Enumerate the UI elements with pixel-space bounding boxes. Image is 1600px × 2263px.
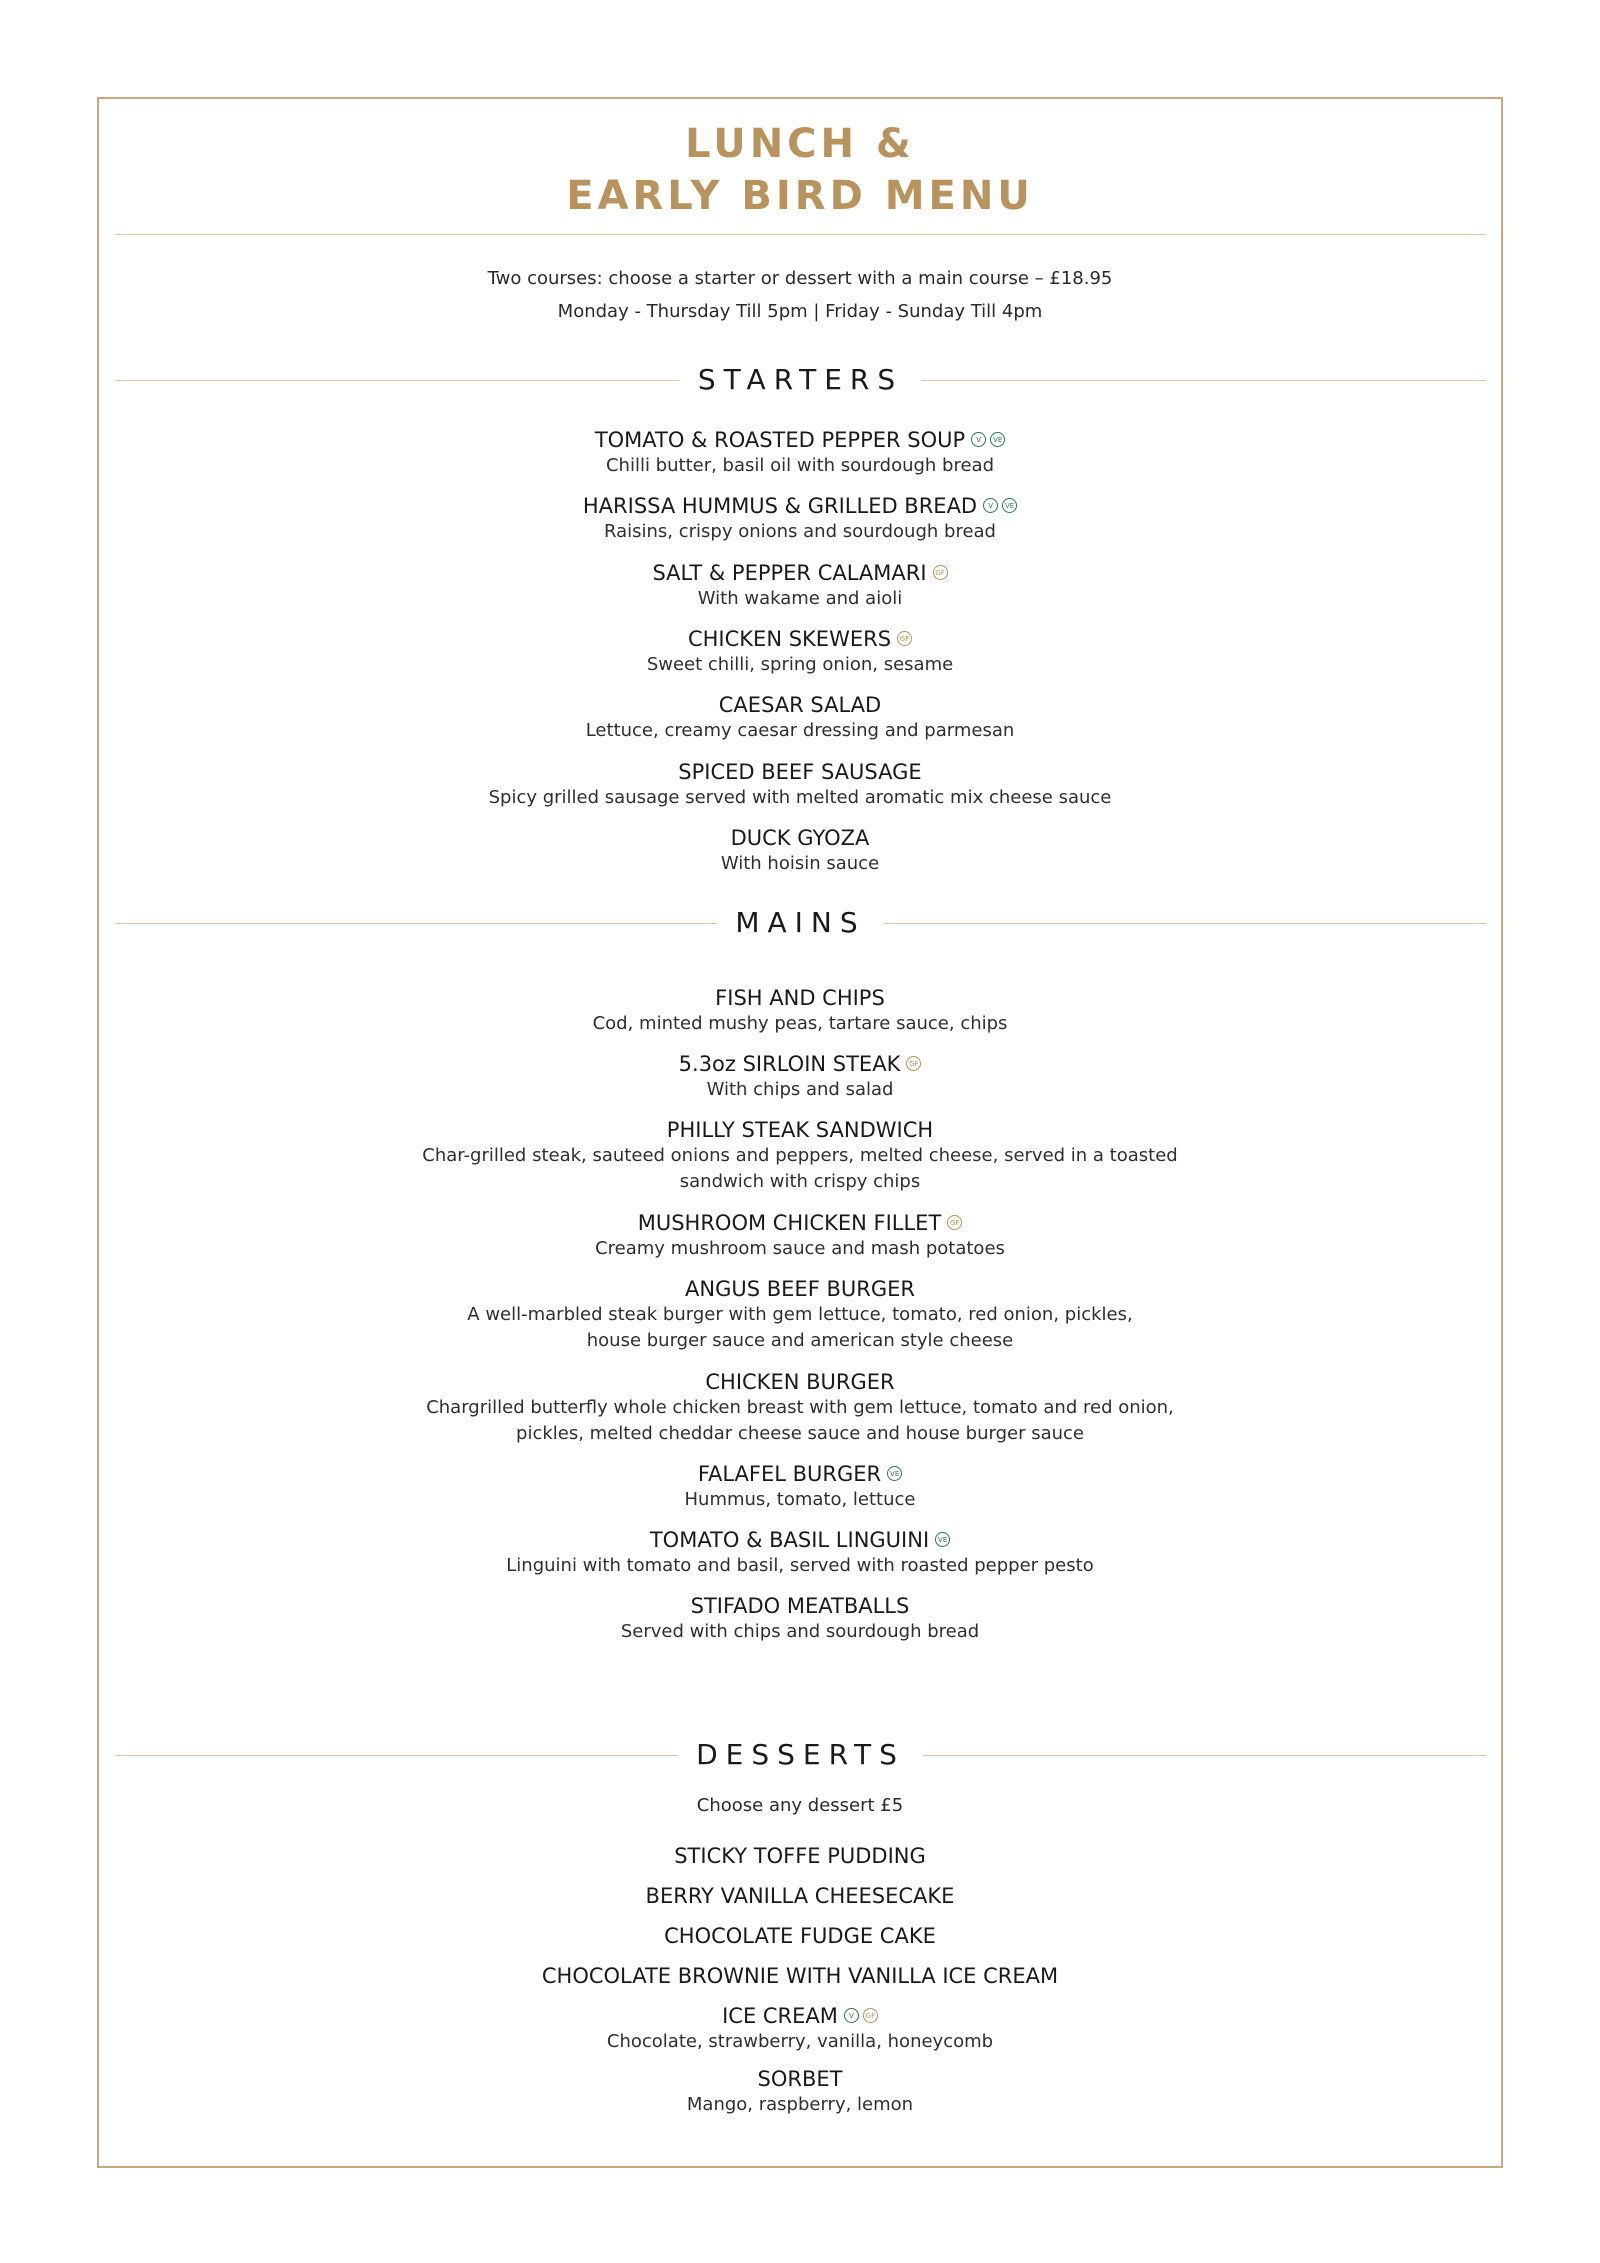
menu-item-description: Raisins, crispy onions and sourdough bread xyxy=(603,521,996,542)
starter-menu-item xyxy=(0,692,1600,744)
menu-item-name xyxy=(0,493,1600,519)
menu-item-description-line-2: sandwich with crispy chips xyxy=(679,1171,921,1192)
mains-heading-label: MAINS xyxy=(717,906,883,939)
ve-dietary-icon: VE xyxy=(887,1466,902,1481)
menu-item-name xyxy=(0,1369,1600,1395)
menu-item-name xyxy=(0,2066,1600,2092)
menu-title-line-2: EARLY BIRD MENU xyxy=(566,173,1034,219)
menu-item-name-text: MUSHROOM CHICKEN FILLET xyxy=(637,1211,942,1235)
menu-item-name xyxy=(0,985,1600,1011)
dessert-menu-item xyxy=(0,1843,1600,1869)
desserts-heading-label: DESSERTS xyxy=(678,1738,923,1771)
menu-item-name-text: STICKY TOFFE PUDDING xyxy=(674,1844,926,1868)
menu-item-name-text: 5.3oz SIRLOIN STEAK xyxy=(678,1052,901,1076)
menu-item-description: Linguini with tomato and basil, served with roasted pepper pesto xyxy=(506,1555,1094,1576)
menu-item-name xyxy=(0,2003,1600,2029)
menu-item-name xyxy=(0,759,1600,785)
menu-item-description: Spicy grilled sausage served with melted aromatic mix cheese sauce xyxy=(488,787,1112,808)
desserts-note: Choose any dessert £5 xyxy=(696,1795,904,1816)
menu-title-line-1: LUNCH & xyxy=(685,121,915,167)
gf-dietary-icon: GF xyxy=(933,565,948,580)
dessert-menu-item xyxy=(0,1923,1600,1949)
menu-item-name xyxy=(0,560,1600,586)
ve-dietary-icon: VE xyxy=(990,432,1005,447)
menu-item-description: Cod, minted mushy peas, tartare sauce, chips xyxy=(592,1013,1008,1034)
dessert-menu-item xyxy=(0,1963,1600,1989)
menu-item-name-text: CHICKEN SKEWERS xyxy=(687,627,892,651)
menu-item-description: Mango, raspberry, lemon xyxy=(686,2094,914,2115)
desserts-heading xyxy=(115,1735,1486,1775)
menu-item-description: With wakame and aioli xyxy=(697,588,903,609)
main-menu-item xyxy=(0,1117,1600,1195)
menu-item-name xyxy=(0,825,1600,851)
menu-item-name xyxy=(0,1593,1600,1619)
menu-item-name-text: CHOCOLATE FUDGE CAKE xyxy=(664,1924,936,1948)
v-dietary-icon: V xyxy=(983,498,998,513)
menu-item-description: Chocolate, strawberry, vanilla, honeycomb xyxy=(606,2031,994,2052)
menu-item-description: Sweet chilli, spring onion, sesame xyxy=(646,654,954,675)
menu-item-description: With hoisin sauce xyxy=(720,853,880,874)
menu-item-description: Served with chips and sourdough bread xyxy=(620,1621,980,1642)
menu-item-name-text: HARISSA HUMMUS & GRILLED BREAD xyxy=(582,494,978,518)
menu-item-description-line-2: house burger sauce and american style cheese xyxy=(586,1330,1014,1351)
menu-item-name-text: FISH AND CHIPS xyxy=(715,986,885,1010)
menu-item-name-text: BERRY VANILLA CHEESECAKE xyxy=(645,1884,955,1908)
main-menu-item xyxy=(0,1210,1600,1262)
menu-item-description: Chargrilled butterfly whole chicken breast with gem lettuce, tomato and red onion, xyxy=(426,1397,1174,1418)
menu-item-name-text: CHICKEN BURGER xyxy=(705,1370,895,1394)
main-menu-item xyxy=(0,1527,1600,1579)
menu-item-description: Lettuce, creamy caesar dressing and parmesan xyxy=(585,720,1015,741)
dessert-menu-item xyxy=(0,2003,1600,2055)
starters-heading-label: STARTERS xyxy=(680,363,921,396)
starter-menu-item xyxy=(0,560,1600,612)
menu-item-name-text: SALT & PEPPER CALAMARI xyxy=(652,561,927,585)
menu-item-description: Char-grilled steak, sauteed onions and peppers, melted cheese, served in a toasted xyxy=(422,1145,1178,1166)
v-dietary-icon: V xyxy=(844,2008,859,2023)
menu-item-description: With chips and salad xyxy=(706,1079,894,1100)
menu-item-description: A well-marbled steak burger with gem lettuce, tomato, red onion, pickles, xyxy=(467,1304,1133,1325)
menu-item-name-text: ANGUS BEEF BURGER xyxy=(685,1277,915,1301)
menu-item-name-text: PHILLY STEAK SANDWICH xyxy=(666,1118,934,1142)
intro-hours: Monday - Thursday Till 5pm | Friday - Sunday Till 4pm xyxy=(557,301,1043,322)
ve-dietary-icon: VE xyxy=(935,1532,950,1547)
main-menu-item xyxy=(0,1369,1600,1447)
menu-item-name xyxy=(0,1051,1600,1077)
gf-dietary-icon: GF xyxy=(906,1056,921,1071)
menu-item-name-text: CHOCOLATE BROWNIE WITH VANILLA ICE CREAM xyxy=(541,1964,1059,1988)
gf-dietary-icon: GF xyxy=(947,1215,962,1230)
main-menu-item xyxy=(0,1593,1600,1645)
menu-item-description: Hummus, tomato, lettuce xyxy=(684,1489,916,1510)
menu-item-name-text: TOMATO & BASIL LINGUINI xyxy=(649,1528,930,1552)
starter-menu-item xyxy=(0,493,1600,545)
menu-item-name xyxy=(0,1276,1600,1302)
menu-item-name-text: ICE CREAM xyxy=(722,2004,838,2028)
menu-item-name-text: SPICED BEEF SAUSAGE xyxy=(678,760,922,784)
menu-item-name xyxy=(0,427,1600,453)
v-dietary-icon: V xyxy=(971,432,986,447)
menu-item-description: Creamy mushroom sauce and mash potatoes xyxy=(595,1238,1005,1259)
menu-item-name xyxy=(0,626,1600,652)
menu-item-name-text: FALAFEL BURGER xyxy=(697,1462,882,1486)
dessert-menu-item xyxy=(0,2066,1600,2118)
menu-item-name xyxy=(0,1843,1600,1869)
intro-pricing: Two courses: choose a starter or dessert with a main course – £18.95 xyxy=(487,268,1113,289)
starter-menu-item xyxy=(0,626,1600,678)
menu-item-name xyxy=(0,1883,1600,1909)
main-menu-item xyxy=(0,1051,1600,1103)
menu-item-name-text: DUCK GYOZA xyxy=(730,826,870,850)
ve-dietary-icon: VE xyxy=(1002,498,1017,513)
starter-menu-item xyxy=(0,825,1600,877)
menu-item-name xyxy=(0,1923,1600,1949)
starters-heading xyxy=(115,360,1486,400)
main-menu-item xyxy=(0,1276,1600,1354)
starter-menu-item xyxy=(0,759,1600,811)
gf-dietary-icon: GF xyxy=(897,631,912,646)
menu-item-name xyxy=(0,1117,1600,1143)
menu-item-name xyxy=(0,1210,1600,1236)
dessert-menu-item xyxy=(0,1883,1600,1909)
menu-item-name-text: STIFADO MEATBALLS xyxy=(690,1594,910,1618)
menu-item-name-text: TOMATO & ROASTED PEPPER SOUP xyxy=(594,428,966,452)
menu-item-name xyxy=(0,1461,1600,1487)
gf-dietary-icon: GF xyxy=(863,2008,878,2023)
main-menu-item xyxy=(0,985,1600,1037)
menu-item-name xyxy=(0,1963,1600,1989)
mains-heading xyxy=(115,903,1486,943)
menu-item-name-text: SORBET xyxy=(757,2067,843,2091)
menu-item-description: Chilli butter, basil oil with sourdough bread xyxy=(605,455,995,476)
title-divider xyxy=(115,234,1486,235)
menu-item-description-line-2: pickles, melted cheddar cheese sauce and house burger sauce xyxy=(516,1423,1084,1444)
starter-menu-item xyxy=(0,427,1600,479)
menu-item-name-text: CAESAR SALAD xyxy=(718,693,882,717)
menu-item-name xyxy=(0,692,1600,718)
main-menu-item xyxy=(0,1461,1600,1513)
menu-item-name xyxy=(0,1527,1600,1553)
